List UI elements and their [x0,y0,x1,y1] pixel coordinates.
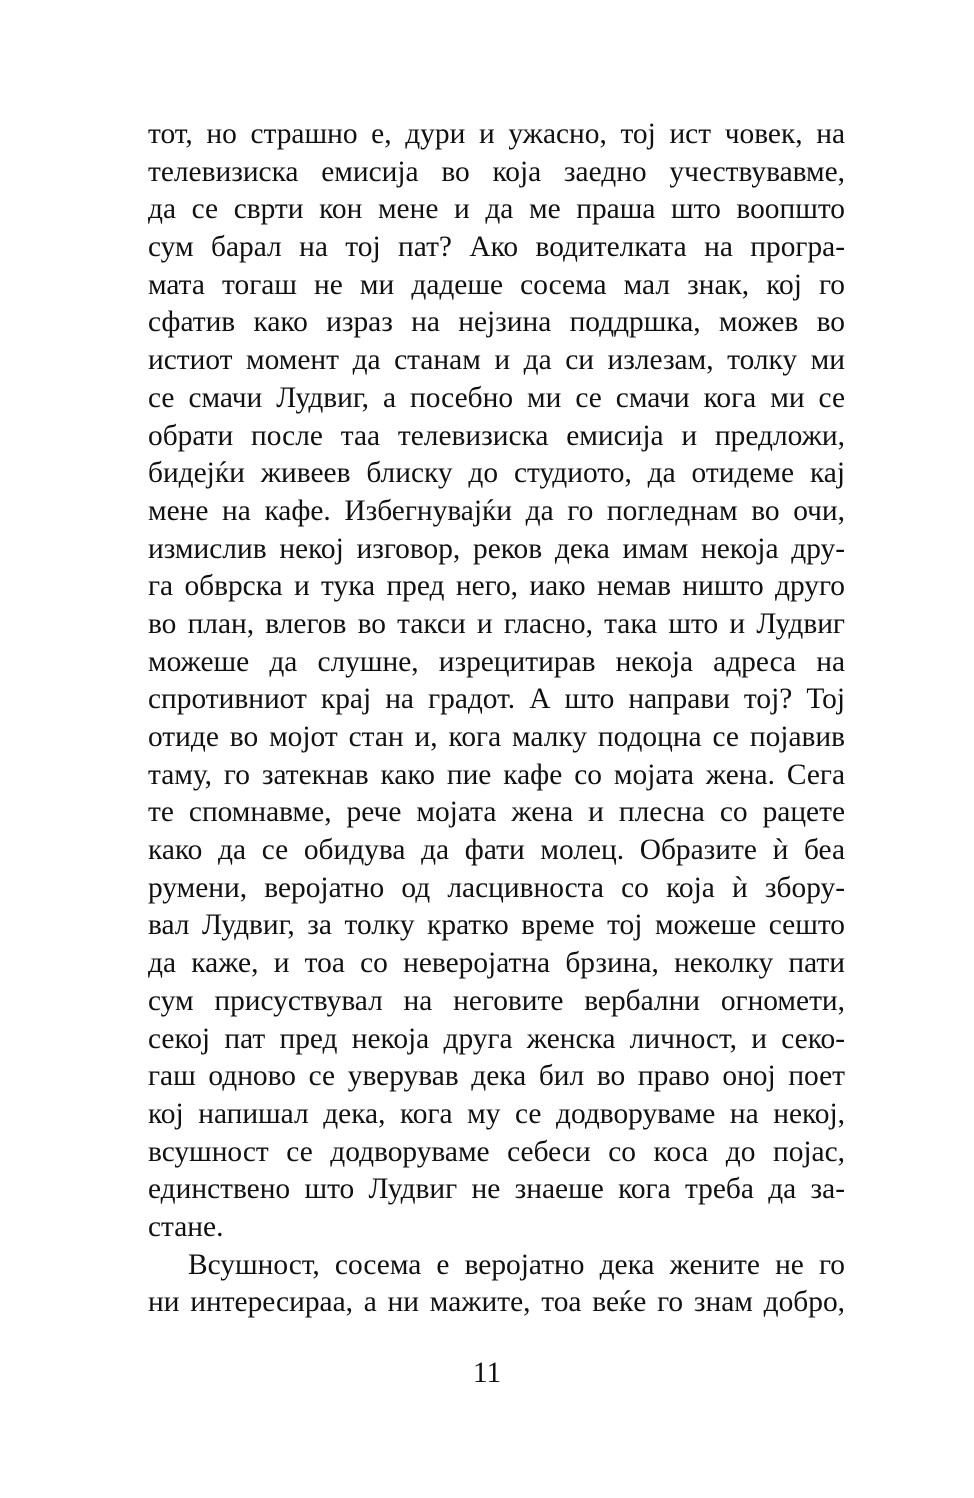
text-line: сум присуствувал на неговите вербални огномети, [148,984,845,1017]
text-line: да каже, и тоа со неверојатна брзина, неколку пати [148,947,845,980]
text-line: сум барал на тој пат? Ако водителката на програ- [148,231,845,264]
page-number: 11 [472,1357,502,1389]
body-text [148,116,845,1322]
text-line: гаш одново се уверував дека бил во право оној поет [148,1060,845,1093]
text-line: во план, влегов во такси и гласно, така што и Лудвиг [148,607,845,640]
text-line: телевизиска емисија во која заедно учествувавме, [148,155,845,188]
text-line: како да се обидува да фати молец. Образите ѝ беа [148,834,845,867]
text-line: тот, но страшно е, дури и ужасно, тој ист човек, на [148,118,845,150]
text-line: обрати после таа телевизиска емисија и предложи, [148,419,845,452]
text-line: румени, веројатно од ласцивноста со која ѝ збору- [148,871,845,904]
text-line: измислив некој изговор, реков дека имам некоја дру- [148,532,845,565]
text-line: ни интересираа, а ни мажите, тоа веќе го знам добро, [148,1286,845,1319]
paragraph-1 [148,116,845,1247]
text-line: бидејќи живеев блиску до студиото, да отидеме кај [148,457,845,490]
text-line: Всушност, сосема е веројатно дека жените не го [188,1248,845,1281]
text-line: отиде во мојот стан и, кога малку подоцна се појавив [148,721,845,753]
text-line: те спомнавме, рече мојата жена и плесна со рацете [148,796,845,829]
text-line: га обврска и тука пред него, иако немав ништо друго [148,570,845,603]
text-line: вал Лудвиг, за толку кратко време тој можеше сешто [148,909,845,942]
text-line: секој пат пред некоја друга женска личност, и секо- [148,1022,845,1055]
text-line: да се сврти кон мене и да ме праша што воопшто [148,193,845,226]
text-line: всушност се додворуваме себеси со коса до појас, [148,1135,845,1168]
text-line: мата тогаш не ми дадеше сосема мал знак, кој го [148,268,845,301]
text-line: кој напишал дека, кога му се додворуваме на некој, [148,1097,845,1130]
text-line: сфатив како израз на нејзина поддршка, можев во [148,306,845,339]
text-line: истиот момент да станам и да си излезам, толку ми [148,344,845,377]
text-line: спротивниот крај на градот. А што направи тој? Тој [148,683,845,716]
paragraph-2 [148,1247,845,1322]
text-line: можеше да слушне, изрецитирав некоја адреса на [148,645,845,678]
text-line: стане. [148,1210,224,1243]
text-line: мене на кафе. Избегнувајќи да го погледнам во очи, [148,494,845,527]
text-line: таму, го затекнав како пие кафе со мојата жена. Сега [148,758,845,791]
text-line: единствено што Лудвиг не знаеше кога треба да за- [148,1173,845,1206]
text-line: се смачи Лудвиг, а посебно ми се смачи кога ми се [148,381,845,414]
